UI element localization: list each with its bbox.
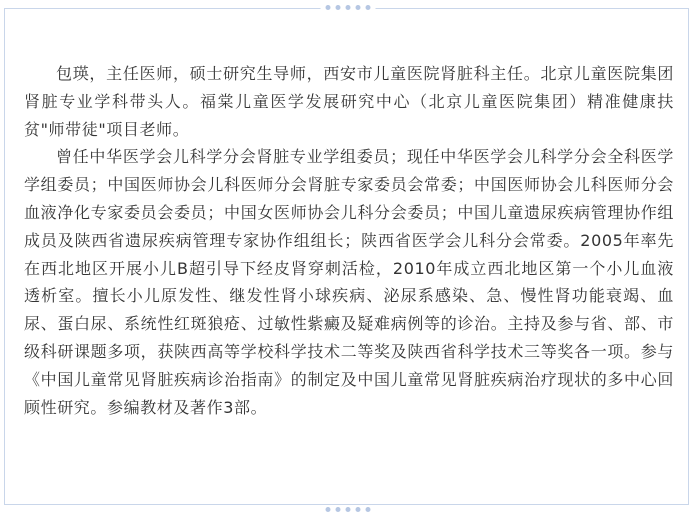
decor-dot (335, 507, 340, 512)
decor-dot (335, 5, 340, 10)
top-decoration-dots (320, 5, 375, 10)
decor-dot (325, 507, 330, 512)
decor-dot (365, 5, 370, 10)
decor-dot (345, 507, 350, 512)
decor-dot (355, 5, 360, 10)
bio-paragraph-intro: 包瑛，主任医师，硕士研究生导师，西安市儿童医院肾脏科主任。北京儿童医院集团肾脏专业学科带头人。福棠儿童医学发展研究中心（北京儿童医院集团）精准健康扶贫"师带徒"项目老师。 (24, 64, 674, 139)
bio-text (24, 60, 674, 421)
bio-paragraph-career: 曾任中华医学会儿科学分会肾脏专业学组委员；现任中华医学会儿科学分会全科医学学组委员；中国医师协会儿科医师分会肾脏专家委员会常委；中国医师协会儿科医师分会血液净化专家委员会委员；中国女医师协会儿科分会委员；中国儿童遗尿疾病管理协作组成员及陕西省遗尿疾病管理专家协作组组长；陕西省医学会儿科分会常委。2005年率先在西北地区开展小儿B超引导下经皮肾穿刺活检，2010年成立西北地区第一个小儿血液透析室。擅长小儿原发性、继发性肾小球疾病、泌尿系感染、急、慢性肾功能衰竭、血尿、蛋白尿、系统性红斑狼疮、过敏性紫癜及疑难病例等的诊治。主持及参与省、部、市级科研课题多项，获陕西高等学校科学技术二等奖及陕西省科学技术三等奖各一项。参与《中国儿童常见肾脏疾病诊治指南》的制定及中国儿童常见肾脏疾病治疗现状的多中心回顾性研究。参编教材及著作3部。 (24, 147, 674, 417)
decor-dot (345, 5, 350, 10)
bottom-decoration-dots (320, 507, 375, 512)
decor-dot (325, 5, 330, 10)
decor-dot (355, 507, 360, 512)
decor-dot (365, 507, 370, 512)
